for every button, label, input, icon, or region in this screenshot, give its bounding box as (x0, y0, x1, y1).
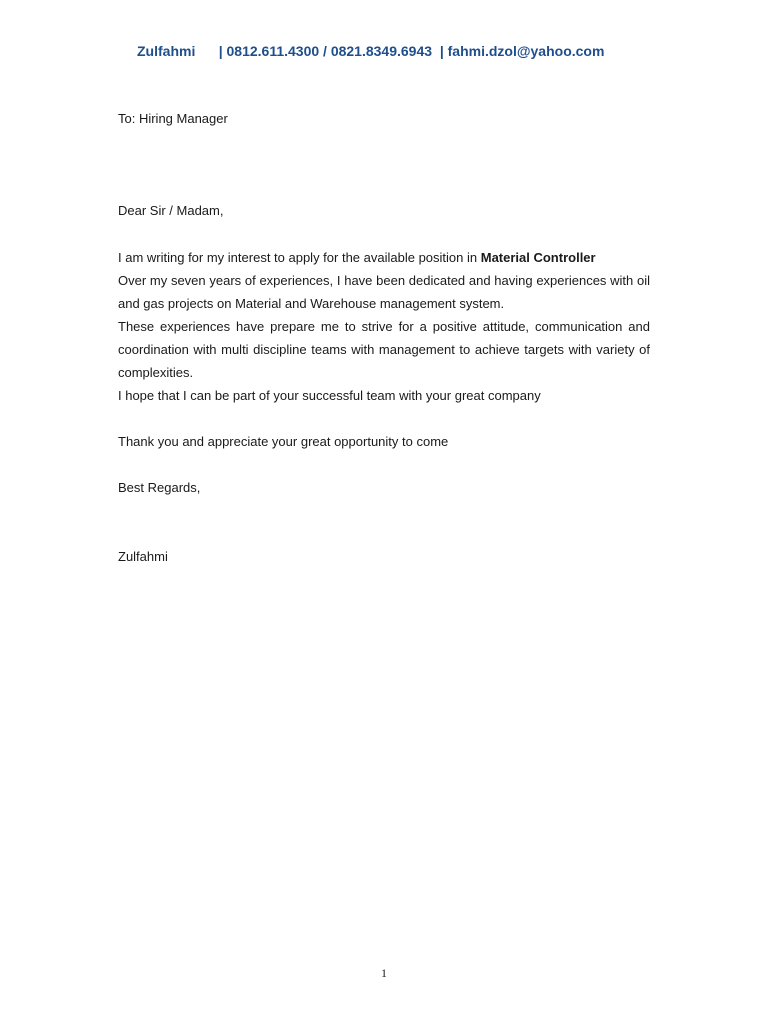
sender-name: Zulfahmi (137, 43, 196, 59)
body-line-4: These experiences have prepare me to strive for a positive attitude, communication and (118, 319, 650, 334)
salutation: Dear Sir / Madam, (118, 203, 224, 218)
body-line-7: I hope that I can be part of your successful team with your great company (118, 388, 541, 403)
signature-name: Zulfahmi (118, 549, 168, 564)
body-line-1 (118, 250, 596, 266)
closing-line: Best Regards, (118, 480, 201, 495)
letterhead-gap-1 (195, 43, 218, 59)
letterhead-gap-3 (432, 43, 440, 59)
page-number: 1 (381, 966, 387, 980)
body-line-3: and gas projects on Material and Warehouse management system. (118, 296, 505, 311)
letterhead-separator-2: | (439, 43, 444, 59)
letterhead-separator-1: | (218, 43, 223, 59)
body-line-6: complexities. (118, 365, 194, 380)
body-line-1-text: I am writing for my interest to apply for the available position in (118, 250, 481, 265)
letterhead (137, 43, 604, 59)
sender-email: fahmi.dzol@yahoo.com (447, 43, 605, 59)
position-title: Material Controller (480, 250, 596, 265)
body-line-2: Over my seven years of experiences, I have been dedicated and having experiences with oil (118, 273, 650, 288)
recipient-line: To: Hiring Manager (118, 111, 228, 126)
body-line-5: coordination with multi discipline teams with management to achieve targets with variety of (118, 342, 650, 357)
thanks-line: Thank you and appreciate your great opportunity to come (118, 434, 449, 449)
sender-phones: 0812.611.4300 / 0821.8349.6943 (226, 43, 433, 59)
